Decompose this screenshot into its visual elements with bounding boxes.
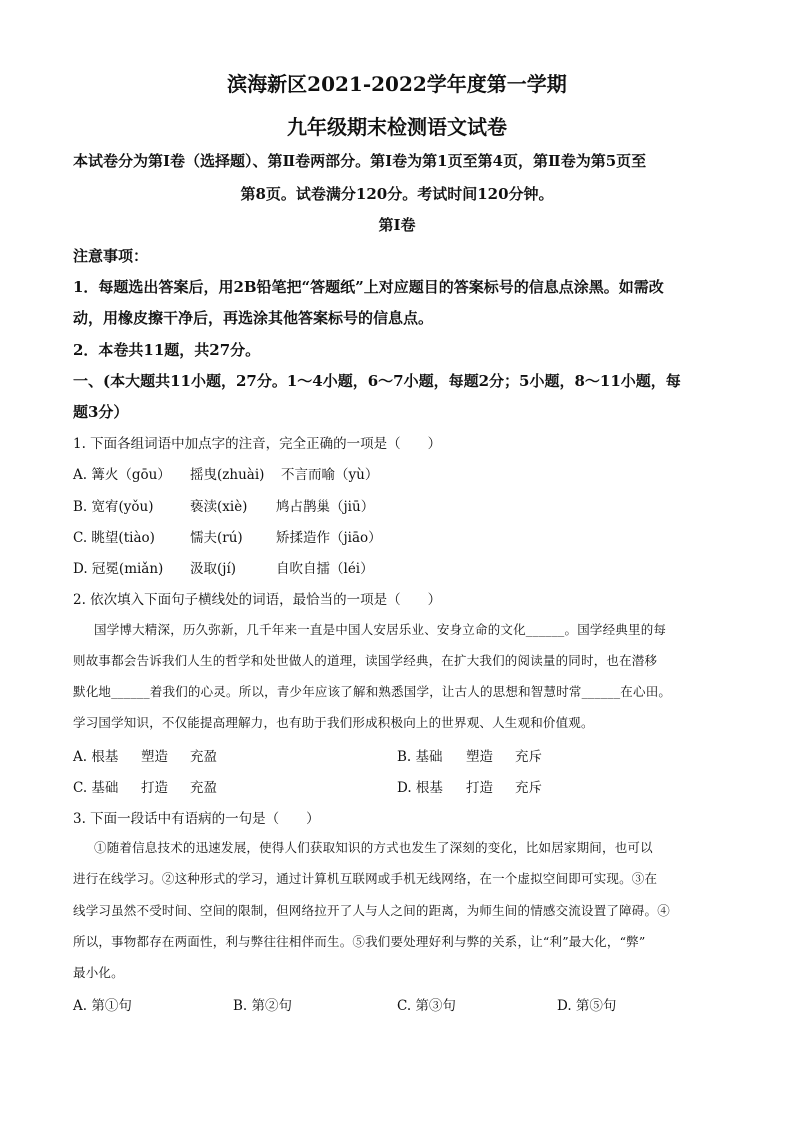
q1-option-c-word1: C. 眺望(tiào): [73, 530, 155, 546]
notes-item1-line2: 动，用橡皮擦干净后，再选涂其他答案标号的信息点。: [73, 309, 434, 327]
q1-option-d-word2: 汲取(jí): [190, 561, 237, 577]
q2-option-c-word1: C. 基础: [73, 780, 119, 796]
q3-option-c: C. 第③句: [397, 998, 456, 1014]
q2-option-c-word2: 打造: [141, 780, 168, 796]
q2-passage-line2: 则故事都会告诉我们人生的哲学和处世做人的道理，读国学经典，在扩大我们的阅读量的同时，也在潜移: [73, 653, 658, 668]
q2-stem: 2. 依次填入下面句子横线处的词语，最恰当的一项是（ ）: [73, 592, 442, 608]
q2-option-d-word3: 充斥: [515, 780, 542, 796]
q1-option-c-word3: 矫揉造作（jiāo）: [276, 530, 382, 546]
q2-option-b-word1: B. 基础: [397, 749, 443, 765]
intro-line2: 第8页。试卷满分120分。考试时间120分钟。: [240, 185, 554, 203]
q2-passage-line3: 默化地______着我们的心灵。所以，青少年应该了解和熟悉国学，让古人的思想和智慧时常______在心田。: [73, 684, 672, 699]
q1-option-b-word2: 亵渎(xiè): [190, 499, 248, 515]
q3-passage-line4: 所以，事物都存在两面性，利与弊往往相伴而生。⑤我们要处理好利与弊的关系，让“利”最大化，“弊”: [73, 934, 646, 949]
notes-item2: 2．本卷共11题，共27分。: [73, 341, 261, 359]
notes-item1-line1: 1．每题选出答案后，用2B铅笔把“答题纸”上对应题目的答案标号的信息点涂黑。如需改: [73, 278, 664, 296]
q3-option-d: D. 第⑤句: [557, 998, 617, 1014]
q2-option-d-word2: 打造: [466, 780, 493, 796]
q1-option-b-word3: 鸠占鹊巢（jiū）: [276, 499, 375, 515]
section-label: 第Ⅰ卷: [378, 216, 416, 234]
q2-passage-line1: 国学博大精深，历久弥新，几千年来一直是中国人安居乐业、安身立命的文化______。国学经典里的每: [94, 622, 667, 637]
q1-option-a-word1: A. 篝火（gōu）: [73, 467, 171, 483]
part1-line1: 一、(本大题共11小题，27分。1～4小题，6～7小题，每题2分；5小题，8～11小题，每: [73, 372, 681, 390]
q2-passage-line4: 学习国学知识，不仅能提高理解力，也有助于我们形成积极向上的世界观、人生观和价值观。: [73, 715, 594, 730]
q1-option-d-word1: D. 冠冕(miǎn): [73, 561, 164, 577]
q1-option-c-word2: 懦夫(rú): [190, 530, 243, 546]
exam-title-line1: 滨海新区2021-2022学年度第一学期: [227, 72, 567, 96]
q2-option-d-word1: D. 根基: [397, 780, 443, 796]
q3-passage-line2: 进行在线学习。②这种形式的学习，通过计算机互联网或手机无线网络，在一个虚拟空间即可实现。③在: [73, 871, 658, 886]
q2-option-b-word3: 充斥: [515, 749, 542, 765]
q3-stem: 3. 下面一段话中有语病的一句是（ ）: [73, 811, 320, 827]
part1-line2: 题3分）: [73, 403, 129, 421]
q1-option-d-word3: 自吹自擂（léi）: [276, 561, 374, 577]
q2-option-b-word2: 塑造: [466, 749, 493, 765]
q3-passage-line3: 线学习虽然不受时间、空间的限制，但网络拉开了人与人之间的距离，为师生间的情感交流设置了障碍。④: [73, 903, 670, 918]
notes-heading: 注意事项：: [73, 247, 149, 265]
q3-option-b: B. 第②句: [233, 998, 293, 1014]
q2-option-a-word1: A. 根基: [73, 749, 119, 765]
intro-line1: 本试卷分为第Ⅰ卷（选择题）、第Ⅱ卷两部分。第Ⅰ卷为第1页至第4页，第Ⅱ卷为第5页至: [73, 152, 647, 170]
q3-passage-line1: ①随着信息技术的迅速发展，使得人们获取知识的方式也发生了深刻的变化，比如居家期间，也可以: [94, 840, 653, 855]
exam-title-line2: 九年级期末检测语文试卷: [287, 115, 507, 139]
q3-passage-line5: 最小化。: [73, 965, 124, 980]
q3-option-a: A. 第①句: [73, 998, 132, 1014]
q1-stem: 1. 下面各组词语中加点字的注音，完全正确的一项是（ ）: [73, 436, 442, 452]
q2-option-a-word2: 塑造: [141, 749, 168, 765]
q2-option-c-word3: 充盈: [190, 780, 217, 796]
q1-option-b-word1: B. 宽宥(yǒu): [73, 499, 154, 515]
q1-option-a-word3: 不言而喻（yù）: [281, 467, 379, 483]
q1-option-a-word2: 摇曳(zhuài): [190, 467, 265, 483]
q2-option-a-word3: 充盈: [190, 749, 217, 765]
